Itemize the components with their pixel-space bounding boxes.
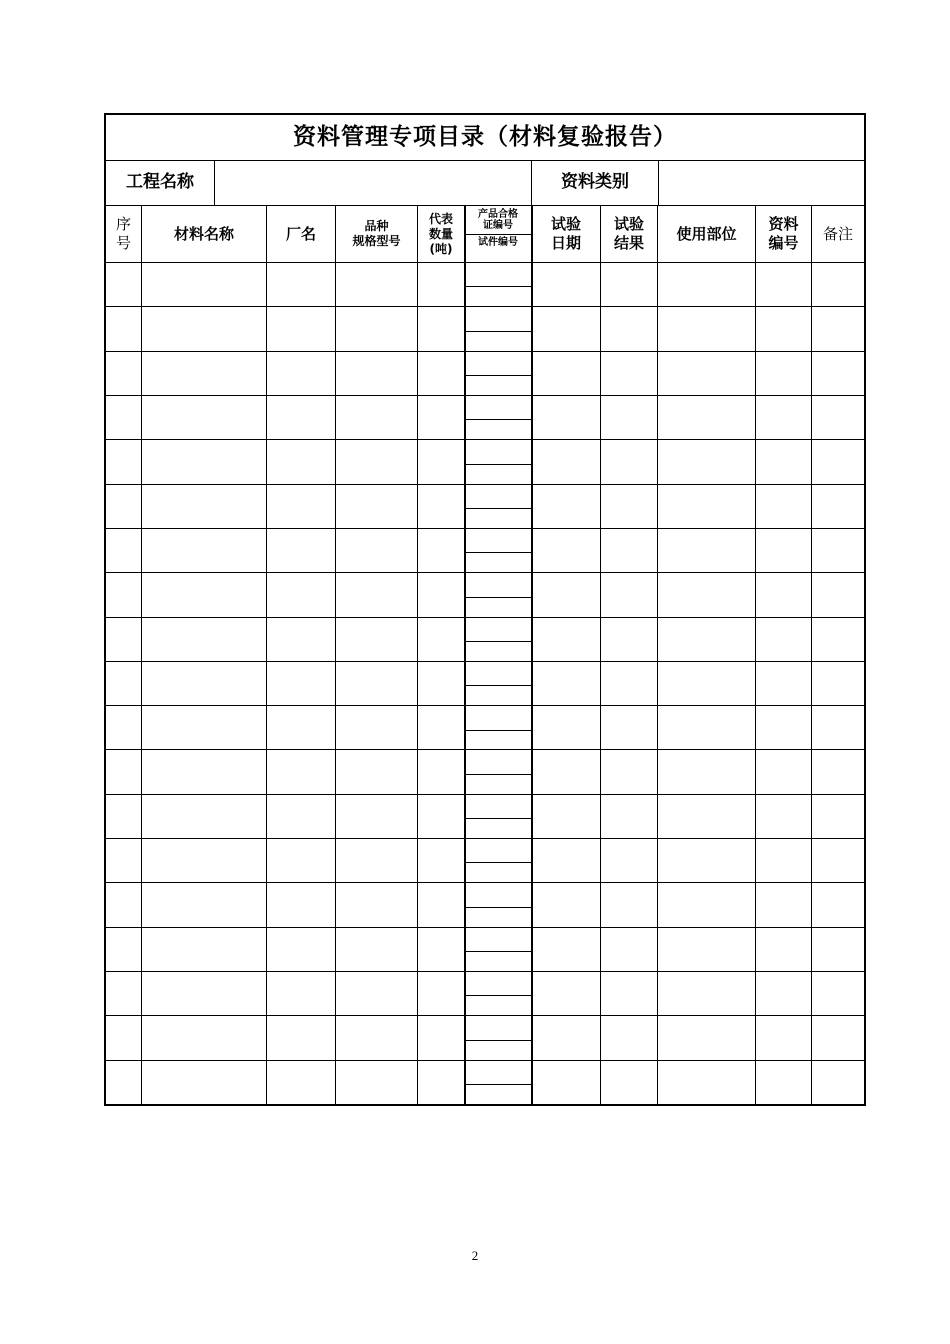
- column-header-usage-location: 使用部位: [676, 224, 737, 243]
- table-row-divider: [106, 351, 864, 352]
- form-title: 资料管理专项目录（材料复验报告）: [293, 124, 677, 151]
- row-cert-split-line: [464, 730, 531, 731]
- table-row-divider: [106, 395, 864, 396]
- table-row-divider: [106, 528, 864, 529]
- row-cert-split-line: [464, 641, 531, 642]
- info-divider-2: [531, 160, 532, 205]
- project-name-value: [215, 161, 531, 205]
- column-header-test-result: 试验 结果: [613, 215, 644, 252]
- column-header-variety-spec: 品种 规格型号: [352, 219, 401, 248]
- category-value: [659, 161, 864, 205]
- row-cert-split-line: [464, 464, 531, 465]
- row-cert-split-line: [464, 1040, 531, 1041]
- row-cert-split-line: [464, 331, 531, 332]
- table-row-divider: [106, 882, 864, 883]
- row-cert-split-line: [464, 818, 531, 819]
- column-header-manufacturer: 厂名: [285, 224, 316, 243]
- table-row-divider: [106, 439, 864, 440]
- row-cert-split-line: [464, 286, 531, 287]
- category-label: 资料类别: [561, 172, 629, 193]
- title-divider: [106, 160, 864, 161]
- row-cert-split-line: [464, 685, 531, 686]
- table-row-divider: [106, 794, 864, 795]
- column-divider: [464, 205, 466, 1106]
- column-header-remarks: 备注: [822, 224, 853, 243]
- column-divider: [811, 205, 812, 1104]
- row-cert-split-line: [464, 552, 531, 553]
- table-row-divider: [106, 572, 864, 573]
- column-divider: [657, 205, 658, 1104]
- row-cert-split-line: [464, 419, 531, 420]
- column-divider: [266, 205, 267, 1104]
- column-divider: [531, 205, 533, 1106]
- column-header-test-date: 试验 日期: [550, 215, 581, 252]
- row-cert-split-line: [464, 375, 531, 376]
- row-cert-split-line: [464, 1084, 531, 1085]
- table-row-divider: [106, 484, 864, 485]
- table-row-divider: [106, 927, 864, 928]
- row-cert-split-line: [464, 862, 531, 863]
- row-cert-split-line: [464, 907, 531, 908]
- table-row-divider: [106, 661, 864, 662]
- table-row-divider: [106, 1015, 864, 1016]
- cert-column-bottom-border: [464, 1104, 531, 1106]
- table-row-divider: [106, 749, 864, 750]
- column-header-seq: 序 号: [115, 215, 131, 252]
- column-header-cert-no: 产品合格 证编号: [478, 208, 518, 231]
- row-cert-split-line: [464, 508, 531, 509]
- info-divider-3: [658, 160, 659, 205]
- table-row-divider: [106, 838, 864, 839]
- page-number: 2: [471, 1248, 479, 1263]
- column-divider: [417, 205, 418, 1104]
- info-divider-1: [214, 160, 215, 205]
- table-row-divider: [106, 705, 864, 706]
- row-cert-split-line: [464, 774, 531, 775]
- column-header-material-name: 材料名称: [173, 224, 234, 243]
- info-row-divider: [106, 205, 864, 206]
- table-row-divider: [106, 1060, 864, 1061]
- column-header-doc-no: 资料 编号: [768, 215, 799, 252]
- column-divider: [755, 205, 756, 1104]
- table-row-divider: [106, 262, 864, 263]
- material-retest-catalog-form: [104, 113, 866, 1106]
- column-header-specimen-no: 试件编号: [478, 237, 518, 249]
- cert-specimen-divider: [464, 234, 531, 235]
- column-divider: [335, 205, 336, 1104]
- table-row-divider: [106, 971, 864, 972]
- row-cert-split-line: [464, 597, 531, 598]
- row-cert-split-line: [464, 951, 531, 952]
- table-row-divider: [106, 306, 864, 307]
- table-row-divider: [106, 617, 864, 618]
- row-cert-split-line: [464, 995, 531, 996]
- column-divider: [141, 205, 142, 1104]
- column-divider: [600, 205, 601, 1104]
- project-name-label: 工程名称: [126, 172, 194, 193]
- column-header-quantity: 代表 数量 (吨): [428, 211, 453, 256]
